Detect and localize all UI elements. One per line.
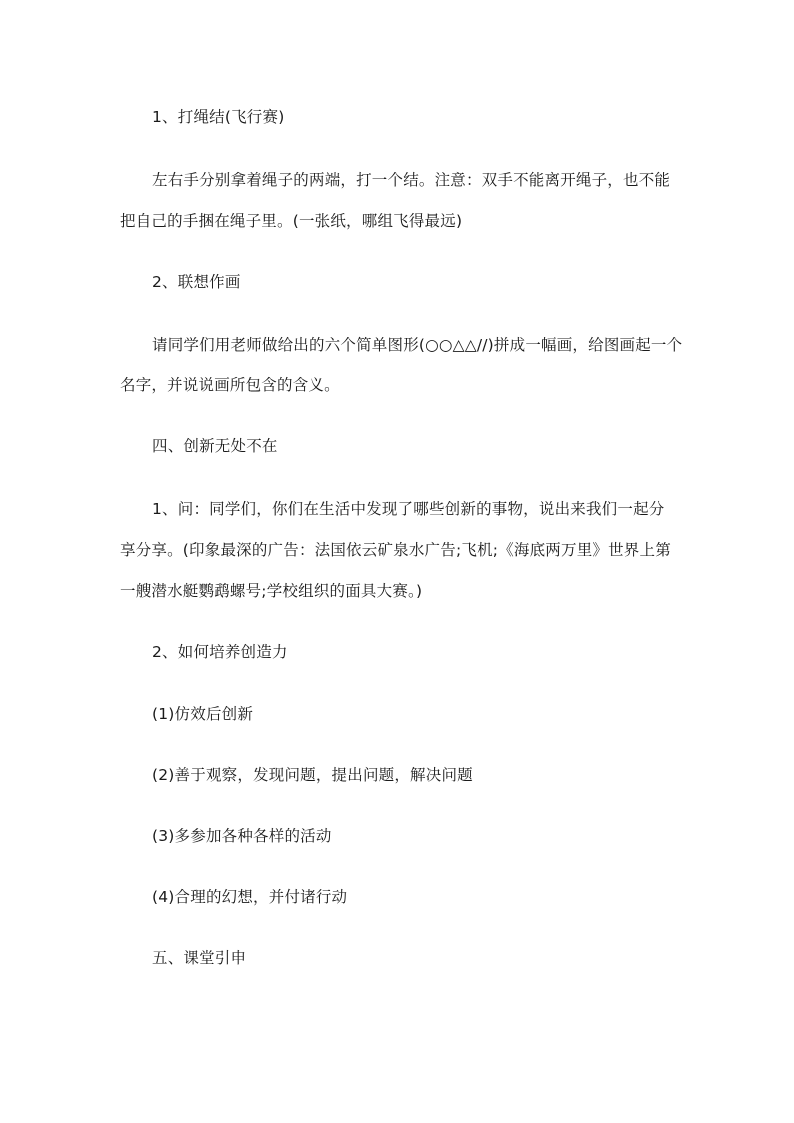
paragraph-question-line-1: 1、问：同学们，你们在生活中发现了哪些创新的事物，说出来我们一起分 xyxy=(152,500,665,518)
list-item-3: (3)多参加各种各样的活动 xyxy=(152,827,332,845)
subheading-cultivate-creativity: 2、如何培养创造力 xyxy=(152,643,288,661)
section-heading-innovation: 四、创新无处不在 xyxy=(152,437,278,455)
paragraph-drawing-line-2: 名字，并说说画所包含的含义。 xyxy=(120,376,340,394)
paragraph-question-line-3: 一艘潜水艇鹦鹉螺号;学校组织的面具大赛。) xyxy=(120,582,423,600)
list-item-4: (4)合理的幻想，并付诸行动 xyxy=(152,888,348,906)
paragraph-knot-line-2: 把自己的手捆在绳子里。(一张纸，哪组飞得最远) xyxy=(120,212,463,230)
section-heading-extension: 五、课堂引申 xyxy=(152,949,247,967)
paragraph-drawing-line-1: 请同学们用老师做给出的六个简单图形(○○△△//)拼成一幅画，给图画起一个 xyxy=(152,336,683,354)
subheading-associative-drawing: 2、联想作画 xyxy=(152,273,241,291)
subheading-knot-race: 1、打绳结(飞行赛) xyxy=(152,108,285,126)
paragraph-knot-line-1: 左右手分别拿着绳子的两端，打一个结。注意：双手不能离开绳子，也不能 xyxy=(152,171,671,189)
paragraph-question-line-2: 享分享。(印象最深的广告：法国依云矿泉水广告;飞机;《海底两万里》世界上第 xyxy=(120,541,671,559)
list-item-1: (1)仿效后创新 xyxy=(152,705,254,723)
list-item-2: (2)善于观察，发现问题，提出问题，解决问题 xyxy=(152,766,473,784)
